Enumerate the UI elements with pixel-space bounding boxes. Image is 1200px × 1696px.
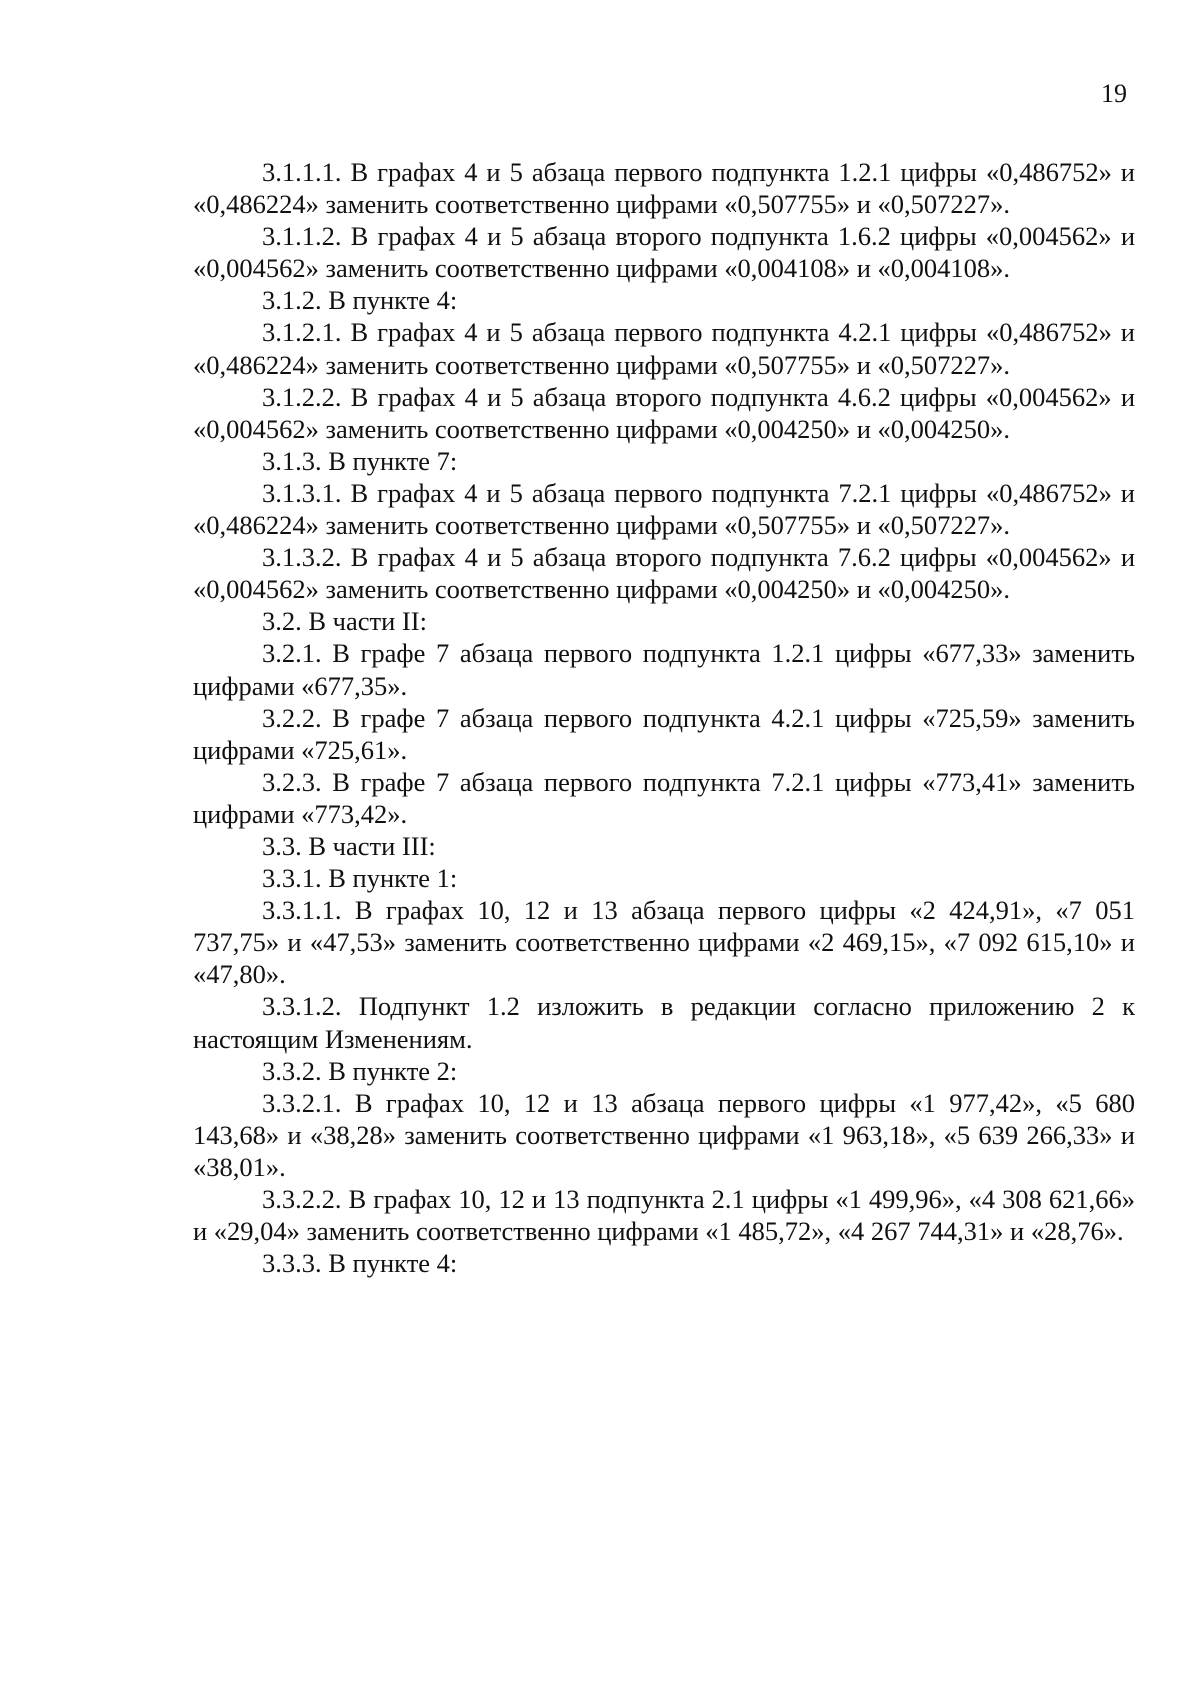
paragraph-3-1-1-2: 3.1.1.2. В графах 4 и 5 абзаца второго подпункта 1.6.2 цифры «0,004562» и «0,004562» заменить соответственно цифрами «0,004108» и «0,004108». bbox=[193, 221, 1135, 284]
paragraph-3-2-3: 3.2.3. В графе 7 абзаца первого подпункта 7.2.1 цифры «773,41» заменить цифрами «773,42». bbox=[193, 766, 1135, 829]
paragraph-3-1-2-1: 3.1.2.1. В графах 4 и 5 абзаца первого подпункта 4.2.1 цифры «0,486752» и «0,486224» заменить соответственно цифрами «0,507755» и «0,507227». bbox=[193, 317, 1135, 380]
paragraph-3-2: 3.2. В части II: bbox=[262, 606, 427, 637]
paragraph-3-1-3-2: 3.1.3.2. В графах 4 и 5 абзаца второго подпункта 7.6.2 цифры «0,004562» и «0,004562» заменить соответственно цифрами «0,004250» и «0,004250». bbox=[193, 542, 1135, 605]
paragraph-3-1-2-2: 3.1.2.2. В графах 4 и 5 абзаца второго подпункта 4.6.2 цифры «0,004562» и «0,004562» заменить соответственно цифрами «0,004250» и «0,004250». bbox=[193, 381, 1135, 444]
paragraph-3-3-3: 3.3.3. В пункте 4: bbox=[262, 1248, 458, 1279]
paragraph-3-3-2-2: 3.3.2.2. В графах 10, 12 и 13 подпункта 2.1 цифры «1 499,96», «4 308 621,66» и «29,04» заменить соответственно цифрами «1 485,72», «4 267 744,31» и «28,76». bbox=[193, 1184, 1135, 1247]
paragraph-3-3-2-1: 3.3.2.1. В графах 10, 12 и 13 абзаца первого цифры «1 977,42», «5 680 143,68» и «38,28» заменить соответственно цифрами «1 963,18», «5 639 266,33» и «38,01». bbox=[193, 1087, 1135, 1182]
paragraph-3-3: 3.3. В части III: bbox=[262, 830, 436, 861]
paragraph-3-1-2: 3.1.2. В пункте 4: bbox=[262, 285, 458, 316]
paragraph-3-3-2: 3.3.2. В пункте 2: bbox=[262, 1055, 458, 1086]
paragraph-3-3-1-1: 3.3.1.1. В графах 10, 12 и 13 абзаца первого цифры «2 424,91», «7 051 737,75» и «47,53» заменить соответственно цифрами «2 469,15», «7 092 615,10» и «47,80». bbox=[193, 895, 1135, 990]
paragraph-3-1-1-1: 3.1.1.1. В графах 4 и 5 абзаца первого подпункта 1.2.1 цифры «0,486752» и «0,486224» заменить соответственно цифрами «0,507755» и «0,507227». bbox=[193, 157, 1135, 220]
paragraph-3-2-2: 3.2.2. В графе 7 абзаца первого подпункта 4.2.1 цифры «725,59» заменить цифрами «725,61». bbox=[193, 702, 1135, 765]
paragraph-3-3-1-2: 3.3.1.2. Подпункт 1.2 изложить в редакции согласно приложению 2 к настоящим Изменениям. bbox=[193, 991, 1135, 1054]
paragraph-3-1-3: 3.1.3. В пункте 7: bbox=[262, 445, 458, 476]
paragraph-3-1-3-1: 3.1.3.1. В графах 4 и 5 абзаца первого подпункта 7.2.1 цифры «0,486752» и «0,486224» заменить соответственно цифрами «0,507755» и «0,507227». bbox=[193, 477, 1135, 541]
document-body bbox=[193, 156, 1135, 1279]
paragraph-3-3-1: 3.3.1. В пункте 1: bbox=[262, 863, 458, 894]
page-number: 19 bbox=[1101, 79, 1127, 108]
paragraph-3-2-1: 3.2.1. В графе 7 абзаца первого подпункта 1.2.1 цифры «677,33» заменить цифрами «677,35». bbox=[193, 638, 1135, 701]
